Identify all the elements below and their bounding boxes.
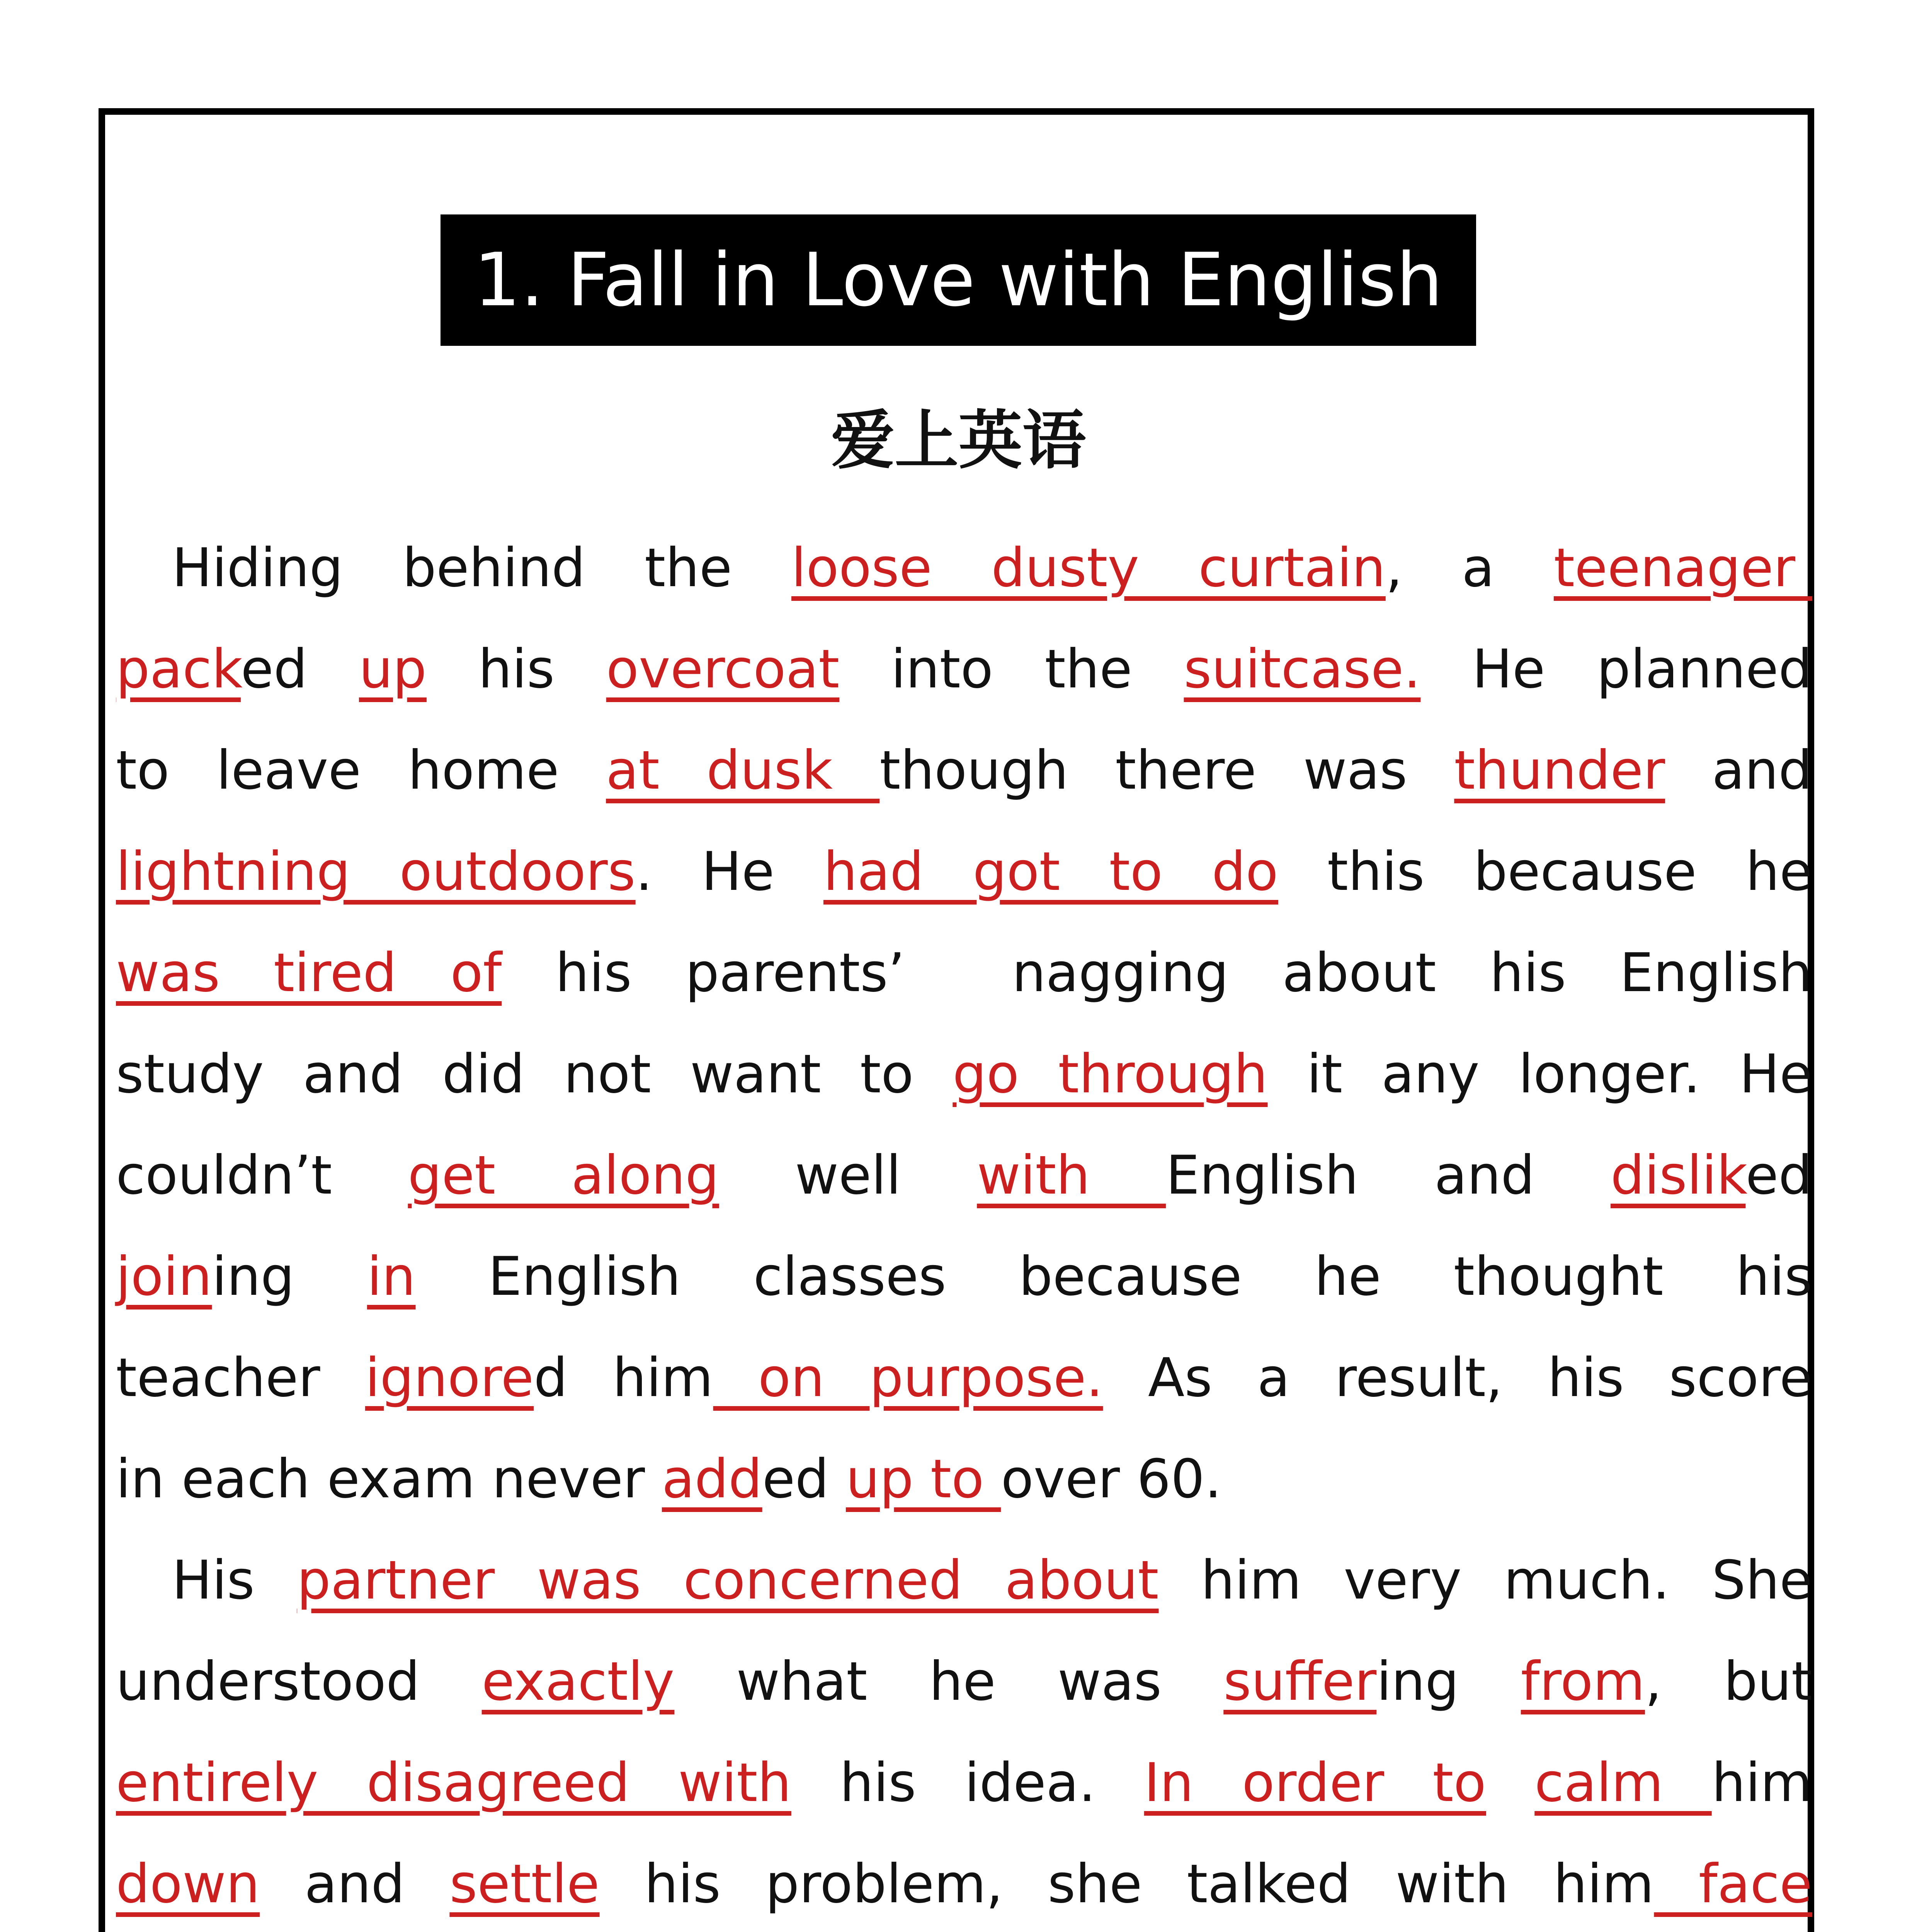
highlighted-phrase: join — [116, 1245, 212, 1308]
plain-text: and — [1665, 739, 1812, 801]
plain-text: couldn’t — [116, 1144, 408, 1206]
plain-text: understood — [116, 1650, 482, 1713]
highlighted-phrase: entirely disagreed with — [116, 1752, 791, 1814]
plain-text: his parents’ nagging about his English — [502, 942, 1812, 1004]
highlighted-phrase: lightning outdoors — [116, 840, 636, 903]
plain-text: Hiding behind the — [172, 537, 791, 599]
plain-text: into the — [839, 638, 1184, 700]
highlighted-phrase: at dusk — [606, 739, 880, 801]
plain-text: well — [719, 1144, 977, 1206]
text-line — [116, 619, 1812, 719]
plain-text: this because he — [1278, 840, 1812, 903]
plain-text: ed — [241, 638, 359, 700]
highlighted-phrase: down — [116, 1853, 260, 1915]
plain-text: over 60. — [1001, 1448, 1222, 1510]
plain-text: , a — [1385, 537, 1554, 599]
text-line — [116, 1429, 1812, 1529]
plain-text: His — [172, 1549, 297, 1611]
highlighted-phrase: teenager — [1553, 537, 1812, 599]
plain-text: though there was — [879, 739, 1454, 801]
highlighted-phrase: on purpose. — [713, 1347, 1103, 1409]
highlighted-phrase: up — [359, 638, 427, 700]
highlighted-phrase: calm — [1534, 1752, 1712, 1814]
highlighted-phrase: thunder — [1454, 739, 1665, 801]
highlighted-phrase: dislik — [1611, 1144, 1746, 1206]
text-line — [116, 720, 1812, 821]
highlighted-phrase: add — [662, 1448, 762, 1510]
highlighted-phrase: In order to — [1144, 1752, 1486, 1814]
highlighted-phrase: suitcase. — [1184, 638, 1421, 700]
highlighted-phrase: had got to do — [823, 840, 1278, 903]
plain-text: He planned — [1420, 638, 1812, 700]
plain-text: what he was — [674, 1650, 1224, 1713]
text-line — [116, 923, 1812, 1023]
highlighted-phrase: from — [1521, 1650, 1645, 1713]
highlighted-phrase: was tired of — [116, 942, 502, 1004]
text-line — [116, 821, 1812, 922]
document-subtitle: 爱上英语 — [831, 403, 1086, 478]
plain-text: d him — [534, 1347, 713, 1409]
plain-text: ed — [1745, 1144, 1813, 1206]
plain-text: to leave home — [116, 739, 606, 801]
highlighted-phrase: up to — [846, 1448, 1001, 1510]
highlighted-phrase: overcoat — [606, 638, 840, 700]
highlighted-phrase: settle — [449, 1853, 600, 1915]
text-line — [172, 1530, 1812, 1631]
plain-text: teacher — [116, 1347, 365, 1409]
plain-text: As a result, his score — [1103, 1347, 1813, 1409]
highlighted-phrase: with — [977, 1144, 1166, 1206]
text-line — [116, 1226, 1812, 1327]
highlighted-phrase: partner was concerned about — [297, 1549, 1159, 1611]
plain-text: ed — [762, 1448, 846, 1510]
highlighted-phrase: pack — [116, 638, 241, 700]
plain-text: ing — [1376, 1650, 1521, 1713]
plain-text: ing — [212, 1245, 367, 1308]
plain-text: him — [1711, 1752, 1812, 1814]
highlighted-phrase: in — [367, 1245, 416, 1308]
plain-text: his — [427, 638, 606, 700]
text-line — [116, 1631, 1812, 1732]
highlighted-phrase: suffer — [1223, 1650, 1377, 1713]
text-line — [116, 1125, 1812, 1226]
plain-text: and — [260, 1853, 450, 1915]
plain-text: his idea. — [791, 1752, 1144, 1814]
plain-text: English classes because he thought his — [415, 1245, 1812, 1308]
highlighted-phrase: get along — [408, 1144, 719, 1206]
text-line — [172, 518, 1812, 618]
plain-text: study and did not want to — [116, 1043, 953, 1105]
document-title: 1. Fall in Love with English — [441, 214, 1476, 346]
text-line — [116, 1834, 1812, 1932]
text-line — [116, 1024, 1812, 1124]
highlighted-phrase: go through — [953, 1043, 1268, 1105]
plain-text — [1486, 1752, 1534, 1814]
highlighted-phrase: face — [1654, 1853, 1812, 1915]
plain-text: in each exam never — [116, 1448, 662, 1510]
highlighted-phrase: ignore — [365, 1347, 534, 1409]
text-line — [116, 1328, 1812, 1428]
plain-text: , but — [1645, 1650, 1812, 1713]
plain-text: . He — [635, 840, 823, 903]
text-line — [116, 1733, 1812, 1833]
highlighted-phrase: exactly — [481, 1650, 675, 1713]
plain-text: him very much. She — [1158, 1549, 1812, 1611]
highlighted-phrase: loose dusty curtain — [791, 537, 1386, 599]
plain-text: it any longer. He — [1267, 1043, 1813, 1105]
plain-text: his problem, she talked with him — [599, 1853, 1654, 1915]
plain-text: English and — [1166, 1144, 1611, 1206]
